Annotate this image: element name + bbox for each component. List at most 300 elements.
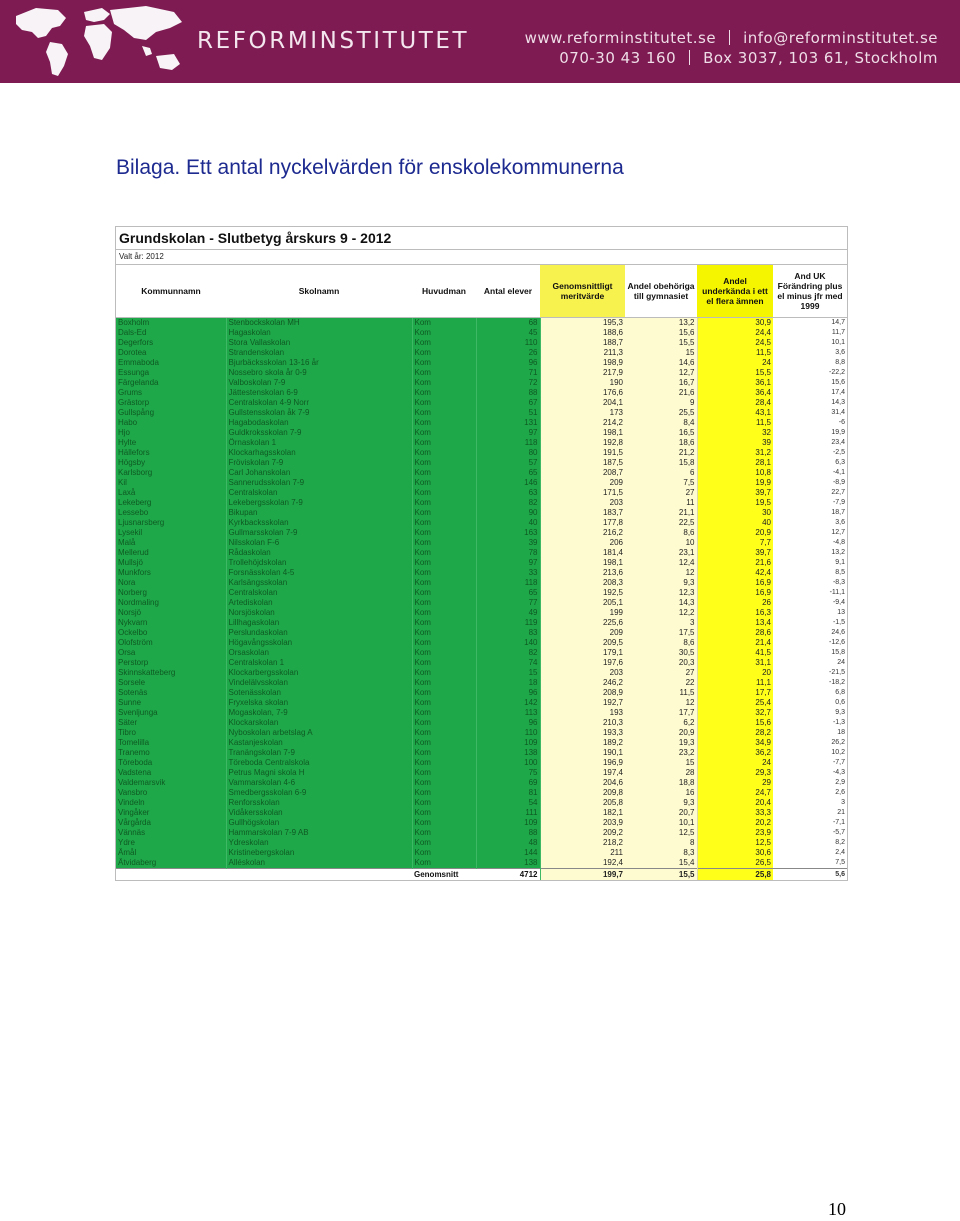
cell-skola: Centralskolan 1 (226, 658, 412, 668)
cell-underkanda: 29 (697, 778, 773, 788)
cell-kommun: Högsby (116, 458, 226, 468)
cell-skola: Lillhagaskolan (226, 618, 412, 628)
table-row[interactable] (116, 618, 847, 628)
cell-obehoriga: 15,8 (625, 458, 697, 468)
cell-forandring: 8,8 (773, 358, 847, 368)
cell-kommun: Vingåker (116, 808, 226, 818)
cell-elever: 65 (476, 588, 540, 598)
cell-underkanda: 29,3 (697, 768, 773, 778)
cell-obehoriga: 20,7 (625, 808, 697, 818)
cell-forandring: 3 (773, 798, 847, 808)
cell-elever: 119 (476, 618, 540, 628)
cell-merit: 192,5 (540, 588, 625, 598)
table-row[interactable] (116, 808, 847, 818)
cell-elever: 78 (476, 548, 540, 558)
cell-kommun: Sorsele (116, 678, 226, 688)
cell-huvudman: Kom (412, 558, 476, 568)
table-row[interactable] (116, 388, 847, 398)
cell-huvudman: Kom (412, 468, 476, 478)
cell-elever: 39 (476, 538, 540, 548)
cell-underkanda: 32,7 (697, 708, 773, 718)
cell-forandring: 6,3 (773, 458, 847, 468)
table-row[interactable] (116, 408, 847, 418)
cell-elever: 109 (476, 818, 540, 828)
cell-skola: Klockarhagsskolan (226, 448, 412, 458)
cell-underkanda: 11,1 (697, 678, 773, 688)
table-row[interactable] (116, 818, 847, 828)
cell-skola: Hammarskolan 7-9 AB (226, 828, 412, 838)
cell-skola: Klockarbergsskolan (226, 668, 412, 678)
cell-elever: 96 (476, 358, 540, 368)
cell-merit: 216,2 (540, 528, 625, 538)
cell-huvudman: Kom (412, 488, 476, 498)
cell-kommun: Mullsjö (116, 558, 226, 568)
table-row[interactable] (116, 738, 847, 748)
cell-obehoriga: 12,5 (625, 828, 697, 838)
cell-elever: 83 (476, 628, 540, 638)
cell-forandring: 12,7 (773, 528, 847, 538)
cell-huvudman: Kom (412, 568, 476, 578)
cell-huvudman: Kom (412, 608, 476, 618)
table-row[interactable] (116, 598, 847, 608)
cell-obehoriga: 6 (625, 468, 697, 478)
cell-obehoriga: 7,5 (625, 478, 697, 488)
table-row[interactable] (116, 318, 847, 329)
table-row[interactable] (116, 558, 847, 568)
cell-underkanda: 28,2 (697, 728, 773, 738)
cell-kommun: Valdemarsvik (116, 778, 226, 788)
cell-merit: 217,9 (540, 368, 625, 378)
cell-huvudman: Kom (412, 448, 476, 458)
cell-elever: 69 (476, 778, 540, 788)
cell-elever: 57 (476, 458, 540, 468)
cell-elever: 82 (476, 498, 540, 508)
cell-kommun: Grästorp (116, 398, 226, 408)
cell-merit: 208,9 (540, 688, 625, 698)
cell-skola: Stora Vallaskolan (226, 338, 412, 348)
cell-obehoriga: 25,5 (625, 408, 697, 418)
contact-line-2 (559, 49, 938, 67)
cell-obehoriga: 12,4 (625, 558, 697, 568)
cell-huvudman: Kom (412, 538, 476, 548)
table-row[interactable] (116, 498, 847, 508)
cell-forandring: 15,6 (773, 378, 847, 388)
table-row[interactable] (116, 578, 847, 588)
table-row[interactable] (116, 728, 847, 738)
cell-huvudman: Kom (412, 408, 476, 418)
cell-elever: 138 (476, 748, 540, 758)
column-header[interactable]: Genomsnittligt meritvärde (540, 265, 625, 318)
table-row[interactable] (116, 588, 847, 598)
table-row[interactable] (116, 358, 847, 368)
cell-underkanda: 11,5 (697, 418, 773, 428)
cell-huvudman: Kom (412, 798, 476, 808)
cell-underkanda: 39,7 (697, 488, 773, 498)
cell-underkanda: 40 (697, 518, 773, 528)
cell-kommun: Hylte (116, 438, 226, 448)
cell-underkanda: 31,1 (697, 658, 773, 668)
cell-forandring: 19,9 (773, 428, 847, 438)
cell-forandring: -9,4 (773, 598, 847, 608)
cell-merit: 198,9 (540, 358, 625, 368)
table-row[interactable] (116, 518, 847, 528)
cell-forandring: 3,6 (773, 518, 847, 528)
phone: 070-30 43 160 (559, 49, 677, 67)
cell-huvudman: Kom (412, 518, 476, 528)
cell-huvudman: Kom (412, 658, 476, 668)
cell-huvudman: Kom (412, 678, 476, 688)
cell-kommun: Säter (116, 718, 226, 728)
cell-forandring: 18 (773, 728, 847, 738)
cell-skola: Karlsängsskolan (226, 578, 412, 588)
cell-obehoriga: 22,5 (625, 518, 697, 528)
cell-merit: 225,6 (540, 618, 625, 628)
total-merit: 199,7 (540, 869, 625, 881)
table-row[interactable] (116, 748, 847, 758)
cell-skola: Artediskolan (226, 598, 412, 608)
table-row[interactable] (116, 478, 847, 488)
cell-skola: Fröviskolan 7-9 (226, 458, 412, 468)
cell-skola: Strandenskolan (226, 348, 412, 358)
cell-obehoriga: 21,1 (625, 508, 697, 518)
cell-forandring: 13,2 (773, 548, 847, 558)
cell-huvudman: Kom (412, 828, 476, 838)
cell-forandring: 15,8 (773, 648, 847, 658)
cell-elever: 18 (476, 678, 540, 688)
cell-skola: Nilsskolan F-6 (226, 538, 412, 548)
cell-forandring: 3,6 (773, 348, 847, 358)
table-row[interactable] (116, 508, 847, 518)
table-row[interactable] (116, 768, 847, 778)
cell-obehoriga: 9,3 (625, 578, 697, 588)
cell-kommun: Åtvidaberg (116, 858, 226, 869)
column-header[interactable]: Andel obehöriga till gymnasiet (625, 265, 697, 318)
cell-obehoriga: 13,2 (625, 318, 697, 329)
cell-merit: 204,6 (540, 778, 625, 788)
cell-underkanda: 23,9 (697, 828, 773, 838)
table-row[interactable] (116, 758, 847, 768)
cell-skola: Stenbockskolan MH (226, 318, 412, 329)
sheet-subtitle: Valt år: 2012 (116, 250, 847, 265)
cell-huvudman: Kom (412, 458, 476, 468)
table-row[interactable] (116, 718, 847, 728)
cell-forandring: -12,6 (773, 638, 847, 648)
cell-merit: 181,4 (540, 548, 625, 558)
cell-obehoriga: 8,3 (625, 848, 697, 858)
cell-huvudman: Kom (412, 668, 476, 678)
cell-skola: Renforsskolan (226, 798, 412, 808)
cell-obehoriga: 14,6 (625, 358, 697, 368)
cell-obehoriga: 16,5 (625, 428, 697, 438)
cell-underkanda: 24 (697, 758, 773, 768)
cell-elever: 144 (476, 848, 540, 858)
cell-huvudman: Kom (412, 738, 476, 748)
cell-merit: 179,1 (540, 648, 625, 658)
cell-huvudman: Kom (412, 808, 476, 818)
cell-blank (226, 869, 412, 881)
cell-skola: Hagaskolan (226, 328, 412, 338)
cell-underkanda: 16,9 (697, 578, 773, 588)
table-row[interactable] (116, 628, 847, 638)
cell-obehoriga: 10 (625, 538, 697, 548)
cell-obehoriga: 15,6 (625, 328, 697, 338)
table-row[interactable] (116, 458, 847, 468)
cell-skola: Bjurbäcksskolan 13-16 år (226, 358, 412, 368)
cell-forandring: -1,3 (773, 718, 847, 728)
cell-underkanda: 16,3 (697, 608, 773, 618)
cell-obehoriga: 16,7 (625, 378, 697, 388)
column-header[interactable]: Antal elever (476, 265, 540, 318)
cell-kommun: Svenljunga (116, 708, 226, 718)
cell-merit: 205,1 (540, 598, 625, 608)
cell-forandring: 18,7 (773, 508, 847, 518)
cell-skola: Vammarskolan 4-6 (226, 778, 412, 788)
cell-huvudman: Kom (412, 318, 476, 329)
cell-obehoriga: 10,1 (625, 818, 697, 828)
cell-obehoriga: 19,3 (625, 738, 697, 748)
cell-forandring: -18,2 (773, 678, 847, 688)
cell-underkanda: 19,9 (697, 478, 773, 488)
cell-underkanda: 16,9 (697, 588, 773, 598)
cell-kommun: Dorotea (116, 348, 226, 358)
cell-forandring: 10,2 (773, 748, 847, 758)
cell-merit: 204,1 (540, 398, 625, 408)
cell-elever: 75 (476, 768, 540, 778)
cell-kommun: Malå (116, 538, 226, 548)
cell-skola: Sannerudsskolan 7-9 (226, 478, 412, 488)
cell-kommun: Hjo (116, 428, 226, 438)
cell-merit: 199 (540, 608, 625, 618)
cell-kommun: Tranemo (116, 748, 226, 758)
cell-merit: 190,1 (540, 748, 625, 758)
table-row[interactable] (116, 488, 847, 498)
table-row[interactable] (116, 658, 847, 668)
cell-obehoriga: 15 (625, 758, 697, 768)
cell-merit: 182,1 (540, 808, 625, 818)
total-row (116, 869, 847, 881)
cell-forandring: 14,3 (773, 398, 847, 408)
cell-elever: 48 (476, 838, 540, 848)
cell-kommun: Olofström (116, 638, 226, 648)
cell-skola: Sotenässkolan (226, 688, 412, 698)
cell-huvudman: Kom (412, 698, 476, 708)
table-row[interactable] (116, 698, 847, 708)
cell-skola: Gullstensskolan åk 7-9 (226, 408, 412, 418)
cell-obehoriga: 23,2 (625, 748, 697, 758)
cell-elever: 96 (476, 718, 540, 728)
table-row[interactable] (116, 828, 847, 838)
cell-merit: 209 (540, 478, 625, 488)
table-row[interactable] (116, 708, 847, 718)
cell-obehoriga: 12,3 (625, 588, 697, 598)
page-heading: Bilaga. Ett antal nyckelvärden för enskolekommunerna (116, 156, 624, 179)
cell-elever: 97 (476, 428, 540, 438)
table-row[interactable] (116, 688, 847, 698)
cell-obehoriga: 17,5 (625, 628, 697, 638)
table-row[interactable] (116, 448, 847, 458)
cell-underkanda: 30,6 (697, 848, 773, 858)
column-header[interactable]: Skolnamn (226, 265, 412, 318)
cell-elever: 82 (476, 648, 540, 658)
cell-huvudman: Kom (412, 768, 476, 778)
cell-merit: 187,5 (540, 458, 625, 468)
cell-obehoriga: 3 (625, 618, 697, 628)
cell-skola: Alléskolan (226, 858, 412, 869)
cell-huvudman: Kom (412, 548, 476, 558)
cell-skola: Vindelälvsskolan (226, 678, 412, 688)
cell-skola: Rådaskolan (226, 548, 412, 558)
table-row[interactable] (116, 638, 847, 648)
cell-skola: Forsnässkolan 4-5 (226, 568, 412, 578)
cell-huvudman: Kom (412, 628, 476, 638)
cell-kommun: Kil (116, 478, 226, 488)
sheet-title: Grundskolan - Slutbetyg årskurs 9 - 2012 (116, 227, 847, 250)
table-body (116, 318, 847, 881)
cell-huvudman: Kom (412, 818, 476, 828)
table-row[interactable] (116, 418, 847, 428)
cell-elever: 111 (476, 808, 540, 818)
cell-skola: Valboskolan 7-9 (226, 378, 412, 388)
table-row[interactable] (116, 848, 847, 858)
cell-underkanda: 20,2 (697, 818, 773, 828)
table-row[interactable] (116, 678, 847, 688)
cell-elever: 140 (476, 638, 540, 648)
cell-obehoriga: 8 (625, 838, 697, 848)
cell-kommun: Tomelilla (116, 738, 226, 748)
cell-underkanda: 43,1 (697, 408, 773, 418)
table-row[interactable] (116, 608, 847, 618)
cell-forandring: 31,4 (773, 408, 847, 418)
cell-merit: 208,3 (540, 578, 625, 588)
table-row[interactable] (116, 468, 847, 478)
total-underkanda: 25,8 (697, 869, 773, 881)
table-row[interactable] (116, 368, 847, 378)
cell-kommun: Åmål (116, 848, 226, 858)
cell-elever: 67 (476, 398, 540, 408)
cell-underkanda: 21,6 (697, 558, 773, 568)
table-row[interactable] (116, 648, 847, 658)
cell-kommun: Degerfors (116, 338, 226, 348)
cell-huvudman: Kom (412, 358, 476, 368)
cell-kommun: Vindeln (116, 798, 226, 808)
cell-merit: 210,3 (540, 718, 625, 728)
cell-forandring: 2,6 (773, 788, 847, 798)
table-row[interactable] (116, 398, 847, 408)
cell-underkanda: 30 (697, 508, 773, 518)
cell-underkanda: 30,9 (697, 318, 773, 329)
cell-obehoriga: 15,5 (625, 338, 697, 348)
cell-forandring: 6,8 (773, 688, 847, 698)
cell-elever: 33 (476, 568, 540, 578)
cell-skola: Gullmarsskolan 7-9 (226, 528, 412, 538)
cell-skola: Kristinebergskolan (226, 848, 412, 858)
total-forandring: 5,6 (773, 869, 847, 881)
cell-merit: 188,6 (540, 328, 625, 338)
divider (689, 50, 690, 65)
table-row[interactable] (116, 568, 847, 578)
table-row[interactable] (116, 438, 847, 448)
table-row[interactable] (116, 528, 847, 538)
column-header[interactable]: Andel underkända i ett el flera ämnen (697, 265, 773, 318)
table-row[interactable] (116, 378, 847, 388)
table-row[interactable] (116, 838, 847, 848)
cell-forandring: -4,8 (773, 538, 847, 548)
cell-underkanda: 17,7 (697, 688, 773, 698)
cell-huvudman: Kom (412, 528, 476, 538)
cell-huvudman: Kom (412, 598, 476, 608)
cell-forandring: -7,1 (773, 818, 847, 828)
cell-kommun: Laxå (116, 488, 226, 498)
table-row[interactable] (116, 668, 847, 678)
cell-kommun: Lekeberg (116, 498, 226, 508)
table-row[interactable] (116, 348, 847, 358)
cell-forandring: -2,5 (773, 448, 847, 458)
cell-kommun: Sotenäs (116, 688, 226, 698)
column-header[interactable]: And UK Förändring plus el minus jfr med 1999 (773, 265, 847, 318)
column-header[interactable]: Huvudman (412, 265, 476, 318)
divider (729, 30, 730, 45)
cell-forandring: 10,1 (773, 338, 847, 348)
cell-obehoriga: 11 (625, 498, 697, 508)
table-row[interactable] (116, 778, 847, 788)
cell-obehoriga: 6,2 (625, 718, 697, 728)
cell-obehoriga: 22 (625, 678, 697, 688)
cell-merit: 208,7 (540, 468, 625, 478)
cell-skola: Petrus Magni skola H (226, 768, 412, 778)
table-row[interactable] (116, 428, 847, 438)
cell-skola: Kyrkbacksskolan (226, 518, 412, 528)
cell-skola: Ydreskolan (226, 838, 412, 848)
cell-underkanda: 36,4 (697, 388, 773, 398)
cell-forandring: 24 (773, 658, 847, 668)
table-row[interactable] (116, 338, 847, 348)
cell-kommun: Perstorp (116, 658, 226, 668)
cell-huvudman: Kom (412, 438, 476, 448)
cell-kommun: Emmaboda (116, 358, 226, 368)
cell-huvudman: Kom (412, 788, 476, 798)
table-row[interactable] (116, 328, 847, 338)
cell-kommun: Boxholm (116, 318, 226, 329)
cell-kommun: Mellerud (116, 548, 226, 558)
cell-forandring: 2,9 (773, 778, 847, 788)
cell-skola: Centralskolan 4-9 Norr (226, 398, 412, 408)
cell-merit: 205,8 (540, 798, 625, 808)
cell-forandring: -1,5 (773, 618, 847, 628)
cell-obehoriga: 27 (625, 488, 697, 498)
table-row[interactable] (116, 798, 847, 808)
email-link[interactable]: info@reforminstitutet.se (743, 29, 938, 47)
cell-obehoriga: 9 (625, 398, 697, 408)
column-header[interactable]: Kommunnamn (116, 265, 226, 318)
table-row[interactable] (116, 548, 847, 558)
spreadsheet (115, 226, 848, 881)
cell-merit: 183,7 (540, 508, 625, 518)
table-row[interactable] (116, 858, 847, 869)
cell-underkanda: 24,4 (697, 328, 773, 338)
table-row[interactable] (116, 538, 847, 548)
cell-kommun: Vansbro (116, 788, 226, 798)
cell-kommun: Tibro (116, 728, 226, 738)
cell-skola: Jättestenskolan 6-9 (226, 388, 412, 398)
cell-obehoriga: 21,2 (625, 448, 697, 458)
cell-huvudman: Kom (412, 348, 476, 358)
cell-skola: Centralskolan (226, 488, 412, 498)
cell-skola: Fryxelska skolan (226, 698, 412, 708)
table-row[interactable] (116, 788, 847, 798)
website-link[interactable]: www.reforminstitutet.se (524, 29, 717, 47)
cell-skola: Guldkroksskolan 7-9 (226, 428, 412, 438)
cell-huvudman: Kom (412, 578, 476, 588)
